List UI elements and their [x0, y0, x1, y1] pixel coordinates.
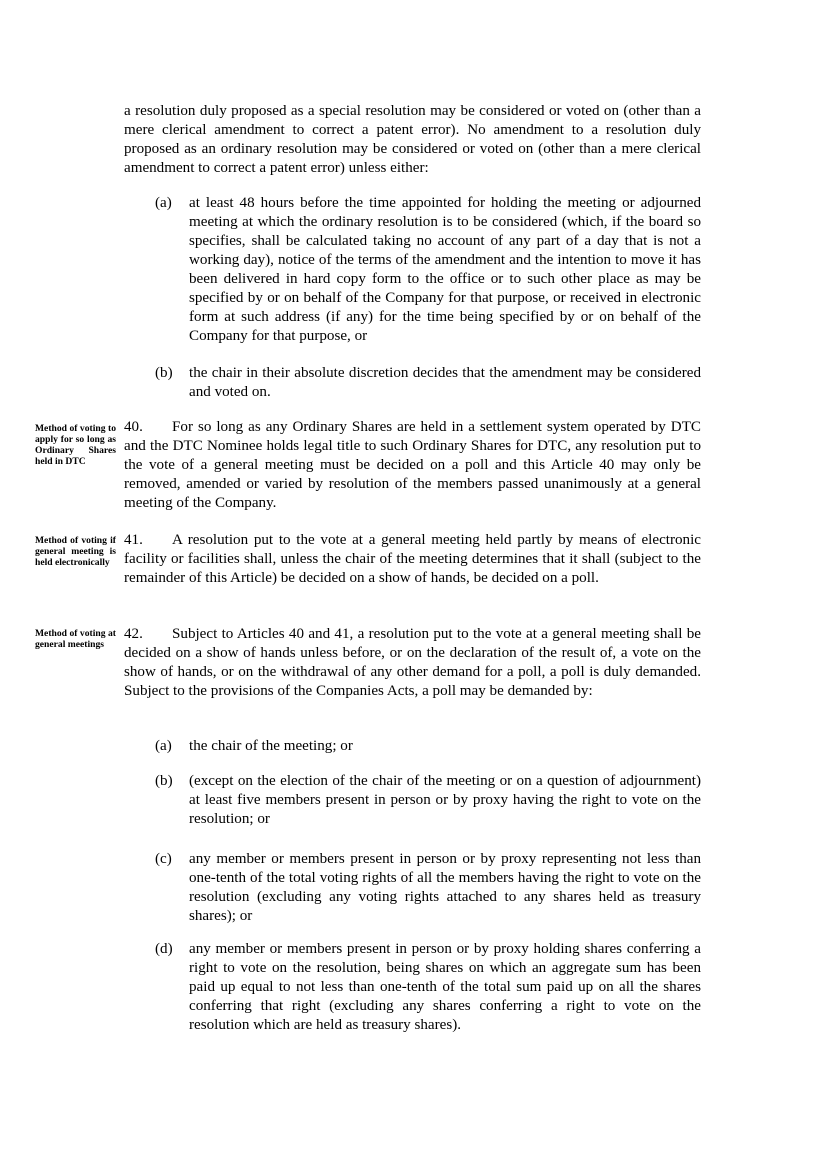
margin-note-article-40: Method of voting to apply for so long as Ordinary Shares held in DTC: [35, 423, 116, 467]
item-text: the chair in their absolute discretion decides that the amendment may be considered and voted on.: [189, 365, 701, 400]
margin-note-article-42: Method of voting at general meetings: [35, 628, 116, 650]
article-text: A resolution put to the vote at a general meeting held partly by means of electronic facility or facilities shall, unless the chair of the meeting determines that it shall (subject to the remainder of this Article) be decided on a show of hands, be decided on a poll.: [124, 532, 701, 586]
item-label: (c): [155, 851, 172, 867]
item-label: (a): [155, 195, 172, 211]
article-number: 42.: [124, 626, 143, 642]
item-label: (b): [155, 365, 173, 381]
article-text: Subject to Articles 40 and 41, a resolution put to the vote at a general meeting shall be decided on a show of hands unless before, or on the declaration of the result of, a vote on the show of hands, or on the withdrawal of any other demand for a poll, a poll is duly demanded. Subject to the provisions of the Companies Acts, a poll may be demanded by:: [124, 626, 701, 699]
margin-note-article-41: Method of voting if general meeting is held electronically: [35, 535, 116, 568]
article-41: [124, 531, 701, 588]
article-42-item-c: [155, 850, 701, 926]
item-label: (d): [155, 941, 173, 957]
article-42: [124, 625, 701, 701]
intro-paragraph: a resolution duly proposed as a special resolution may be considered or voted on (other than a mere clerical amendment to correct a patent error). No amendment to a resolution duly proposed as an ordinary resolution may be considered or voted on (other than a mere clerical amendment to correct a patent error) unless either:: [124, 103, 701, 176]
intro-item-b: [155, 364, 701, 402]
item-text: at least 48 hours before the time appointed for holding the meeting or adjourned meeting at which the ordinary resolution is to be considered (which, if the board so specifies, shall be calculated taking no account of any part of a day that is not a working day), notice of the terms of the amendment and the intention to move it has been delivered in hard copy form to the office or to such other place as may be specified by or on behalf of the Company for that purpose, or received in electronic form at such address (if any) for the time being specified by or on behalf of the Company for that purpose, or: [189, 195, 701, 344]
item-label: (a): [155, 738, 172, 754]
article-number: 40.: [124, 419, 143, 435]
intro-item-a: [155, 194, 701, 346]
item-text: any member or members present in person or by proxy representing not less than one-tenth of the total voting rights of all the members having the right to vote on the resolution (excluding any voting rights attached to any shares held as treasury shares); or: [189, 851, 701, 924]
article-number: 41.: [124, 532, 143, 548]
article-text: For so long as any Ordinary Shares are held in a settlement system operated by DTC and the DTC Nominee holds legal title to such Ordinary Shares for DTC, any resolution put to the vote of a general meeting must be decided on a poll and this Article 40 may only be removed, amended or varied by resolution of the members passed unanimously at a general meeting of the Company.: [124, 419, 701, 511]
article-42-item-a: [155, 737, 701, 756]
article-42-item-d: [155, 940, 701, 1035]
item-text: the chair of the meeting; or: [189, 738, 353, 754]
item-text: any member or members present in person or by proxy holding shares conferring a right to vote on the resolution, being shares on which an aggregate sum has been paid up equal to not less than one-tenth of the total sum paid up on all the shares conferring that right (excluding any shares conferring a right to vote on the resolution which are held as treasury shares).: [189, 941, 701, 1033]
article-40: [124, 418, 701, 513]
item-label: (b): [155, 773, 173, 789]
article-42-item-b: [155, 772, 701, 829]
item-text: (except on the election of the chair of the meeting or on a question of adjournment) at least five members present in person or by proxy having the right to vote on the resolution; or: [189, 773, 701, 827]
